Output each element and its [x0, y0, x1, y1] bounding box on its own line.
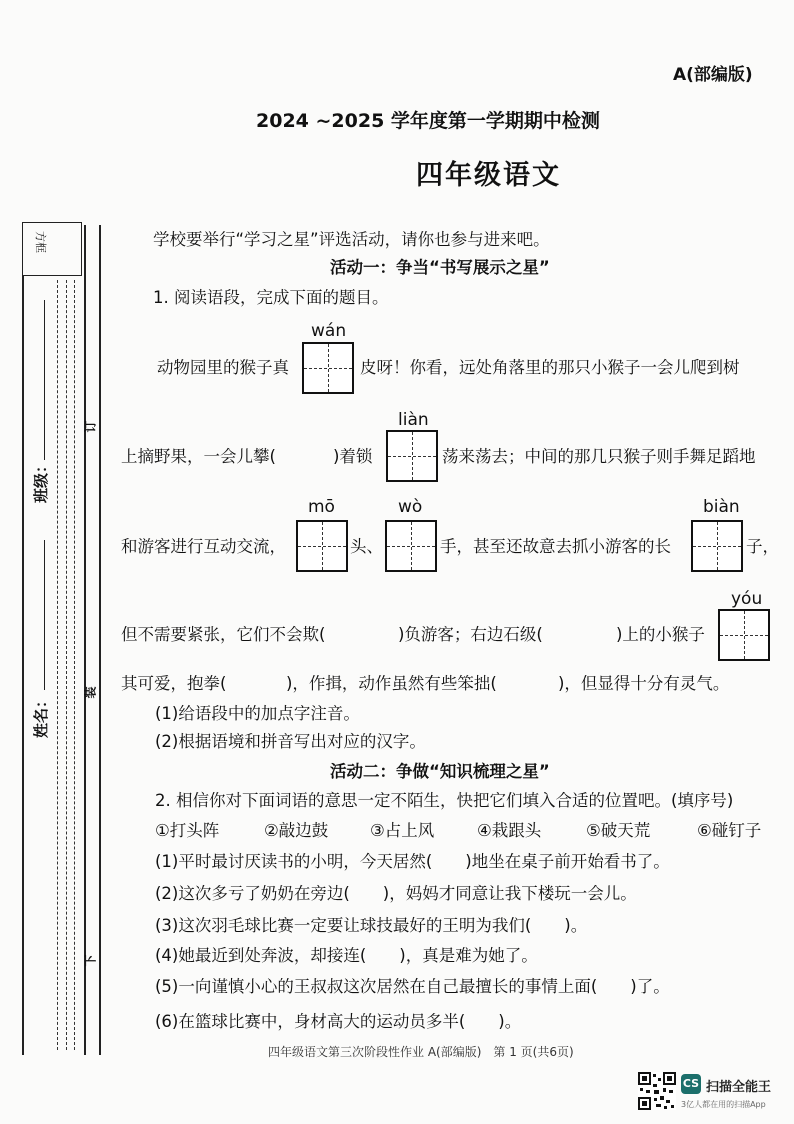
pinyin-lian: liàn	[398, 410, 429, 430]
passage-l3-a: 和游客进行互动交流，	[121, 537, 286, 556]
passage-l3-b: 头、	[350, 537, 383, 556]
passage-l5-c: )，但显得十分有灵气。	[558, 674, 730, 693]
scanner-logo-text: CS	[682, 1077, 700, 1090]
q1-sub2: (2)根据语境和拼音写出对应的汉字。	[155, 732, 426, 751]
q2-item-1: (1)平时最讨厌读书的小明，今天居然( )地坐在桌子前开始看书了。	[155, 852, 670, 871]
name-underline	[44, 540, 45, 690]
grid-box-lian[interactable]	[386, 430, 438, 482]
activity2-title: 活动二：争做“知识梳理之星”	[330, 762, 550, 781]
scanner-logo-icon	[681, 1074, 701, 1094]
activity1-title: 活动一：争当“书写展示之星”	[330, 258, 550, 277]
pinyin-mo: mō	[308, 497, 335, 517]
margin-line-5	[84, 225, 86, 1055]
class-underline	[44, 300, 45, 460]
margin-corner-note: 方框	[34, 231, 47, 253]
subject-title: 四年级语文	[416, 160, 561, 191]
pinyin-bian: biàn	[703, 497, 740, 517]
q2-item-4: (4)她最近到处奔波，却接连( )，真是难为她了。	[155, 946, 538, 965]
grid-box-bian[interactable]	[691, 520, 743, 572]
grid-box-mo[interactable]	[296, 520, 348, 572]
q2-item-5: (5)一向谨慎小心的王叔叔这次居然在自己最擅长的事情上面( )了。	[155, 977, 670, 996]
passage-l5-a: 其可爱，抱拳(	[121, 674, 227, 693]
cut-mark-zhuang: 装	[83, 686, 98, 699]
pinyin-wo: wò	[398, 497, 423, 517]
q1-sub1: (1)给语段中的加点字注音。	[155, 704, 360, 723]
scanner-app-name: 扫描全能王	[706, 1080, 772, 1095]
qr-code-icon	[638, 1072, 676, 1110]
cut-mark-ding: 订	[83, 420, 98, 433]
margin-corner-box	[22, 222, 82, 276]
option-2: ②敲边鼓	[264, 821, 329, 840]
class-label: 班级：	[32, 457, 51, 504]
pinyin-you: yóu	[731, 589, 763, 609]
margin-line-1	[22, 275, 24, 1055]
passage-l1-a: 动物园里的猴子真	[157, 358, 289, 377]
q1-stem: 1. 阅读语段，完成下面的题目。	[153, 288, 389, 307]
passage-l2-a: 上摘野果，一会儿攀(	[121, 447, 276, 466]
grid-box-you[interactable]	[718, 609, 770, 661]
option-4: ④栽跟头	[477, 821, 542, 840]
passage-l4-b: )负游客；右边石级(	[398, 625, 543, 644]
passage-l4-a: 但不需要紧张，它们不会欺(	[121, 625, 326, 644]
q2-stem: 2. 相信你对下面词语的意思一定不陌生，快把它们填入合适的位置吧。(填序号)	[155, 791, 734, 810]
option-5: ⑤破天荒	[586, 821, 651, 840]
page-footer-note: 四年级语文第三次阶段性作业 A(部编版) 第 1 页(共6页)	[268, 1045, 574, 1059]
option-3: ③占上风	[370, 821, 435, 840]
passage-l5-b: )，作揖，动作虽然有些笨拙(	[286, 674, 497, 693]
margin-line-6	[99, 225, 101, 1055]
scanner-tagline: 3亿人都在用的扫描App	[681, 1100, 766, 1109]
option-6: ⑥碰钉子	[697, 821, 762, 840]
margin-line-4	[74, 280, 75, 1050]
exam-title: 2024 ~2025 学年度第一学期期中检测	[256, 110, 600, 132]
pinyin-wan: wán	[311, 321, 347, 341]
cut-mark-xia: 下	[83, 954, 98, 967]
grid-box-wan[interactable]	[302, 342, 354, 394]
passage-l4-c: )上的小猴子	[616, 625, 705, 644]
intro-text: 学校要举行“学习之星”评选活动，请你也参与进来吧。	[153, 230, 550, 249]
passage-l3-c: 手，甚至还故意去抓小游客的长	[440, 537, 671, 556]
margin-line-3	[66, 280, 67, 1050]
passage-l2-c: 荡来荡去；中间的那几只猴子则手舞足蹈地	[442, 447, 756, 466]
grid-box-wo[interactable]	[385, 520, 437, 572]
passage-l3-d: 子，	[746, 537, 779, 556]
margin-line-2	[57, 280, 58, 1050]
name-label: 姓名：	[32, 692, 51, 739]
q2-item-3: (3)这次羽毛球比赛一定要让球技最好的王明为我们( )。	[155, 916, 588, 935]
q2-item-2: (2)这次多亏了奶奶在旁边( )，妈妈才同意让我下楼玩一会儿。	[155, 884, 637, 903]
passage-l2-b: )着锁	[333, 447, 373, 466]
option-1: ①打头阵	[155, 821, 220, 840]
passage-l1-b: 皮呀！你看，远处角落里的那只小猴子一会儿爬到树	[360, 358, 740, 377]
q2-item-6: (6)在篮球比赛中，身材高大的运动员多半( )。	[155, 1012, 522, 1031]
edition-label: A(部编版)	[673, 65, 753, 85]
